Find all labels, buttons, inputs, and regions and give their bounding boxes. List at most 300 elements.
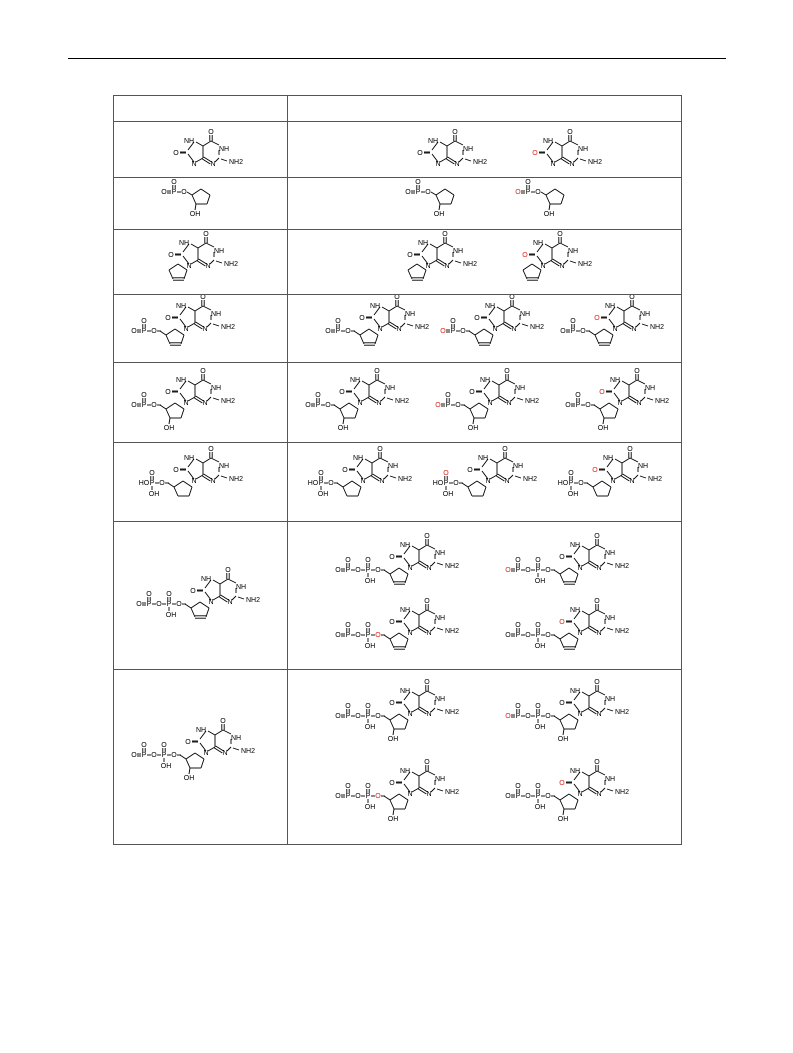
- amino-label: NH2: [220, 398, 236, 405]
- hydroxyl-label: OH: [534, 578, 546, 585]
- phosphorus-label: P: [570, 328, 576, 335]
- phosphoryl-oxygen: O: [415, 179, 421, 186]
- right-structure-cell: [288, 670, 682, 845]
- sugar-ring: [544, 189, 564, 218]
- terminal-oxygen: O: [435, 402, 441, 409]
- right-structure-cell: [288, 178, 682, 230]
- amino-label: NH2: [240, 748, 256, 755]
- pyrimidine-nh-label: NH: [512, 463, 524, 470]
- phosphoryl-oxygen: O: [345, 557, 351, 564]
- pyrimidine-nh-label: NH: [434, 696, 446, 703]
- terminal-oxygen: O: [505, 632, 511, 639]
- bridging-oxygen: O: [325, 402, 331, 409]
- hydroxyl-label: OH: [557, 816, 569, 823]
- sugar-ring: [360, 329, 378, 345]
- phosphorus-label: P: [149, 480, 155, 487]
- n9-label: N: [550, 161, 556, 168]
- imidazole-nh-label: NH: [200, 576, 212, 583]
- sugar-ring: [184, 753, 204, 782]
- hydroxyl-label: OH: [567, 491, 579, 498]
- ring-n-label: N: [596, 565, 602, 572]
- bridging-oxygen: O: [355, 713, 361, 720]
- phosphoryl-oxygen: O: [450, 318, 456, 325]
- phosphoryl-oxygen: O: [515, 703, 521, 710]
- carbonyl-oxygen: O: [225, 567, 231, 574]
- hydroxyl-label: OH: [442, 491, 454, 498]
- ring-n-label: N: [222, 750, 228, 757]
- carbonyl-oxygen: O: [424, 533, 430, 540]
- left-structure-cell: [114, 443, 288, 522]
- table-header-row: [114, 96, 682, 122]
- ring-n-label: N: [596, 791, 602, 798]
- carbonyl-oxygen: O: [504, 368, 510, 375]
- amino-label: NH2: [414, 324, 430, 331]
- sugar-ring: [560, 633, 578, 649]
- hydroxyl-label: OH: [534, 804, 546, 811]
- imidazole-nh-label: NH: [352, 455, 364, 462]
- imidazole-nh-label: NH: [427, 138, 439, 145]
- imidazole-nh-label: NH: [417, 240, 429, 247]
- phosphate-chain: [139, 470, 169, 498]
- imidazole-nh-label: NH: [399, 542, 411, 549]
- imidazole-nh-label: NH: [175, 303, 187, 310]
- carbonyl-oxygen: O: [509, 295, 515, 301]
- phosphoryl-oxygen: O: [166, 591, 172, 598]
- left-structure-cell: [114, 522, 288, 670]
- amino-label: NH2: [228, 476, 244, 483]
- phosphate-chain: [558, 470, 588, 498]
- pyrimidine-nh-label: NH: [637, 463, 649, 470]
- hydroxyl-label: OH: [364, 578, 376, 585]
- phosphorus-label: P: [415, 189, 421, 196]
- sugar-ring: [190, 189, 210, 218]
- ring-n-label: N: [596, 630, 602, 637]
- phosphoryl-oxygen: O: [515, 622, 521, 629]
- carbonyl-oxygen: O: [594, 598, 600, 605]
- phosphorus-label: P: [141, 328, 147, 335]
- amino-label: NH2: [223, 261, 239, 268]
- phosphorus-label: P: [575, 402, 581, 409]
- phosphate-chain: [308, 470, 338, 498]
- n9-label: N: [377, 326, 383, 333]
- amino-label: NH2: [522, 476, 538, 483]
- phosphoryl-oxygen: O: [575, 392, 581, 399]
- ring-n-label: N: [426, 711, 432, 718]
- n9-label: N: [492, 326, 498, 333]
- bridging-oxygen: O: [328, 480, 334, 487]
- ring-n-label: N: [376, 400, 382, 407]
- phosphorus-label: P: [141, 402, 147, 409]
- oxoguanine-base: [190, 567, 260, 606]
- amino-label: NH2: [529, 324, 545, 331]
- bridging-oxygen: O: [545, 793, 551, 800]
- bridging-oxygen: O: [159, 480, 165, 487]
- phosphorus-label: P: [365, 713, 371, 720]
- n9-label: N: [435, 161, 441, 168]
- n9-label: N: [577, 630, 583, 637]
- structure-drawing: [288, 122, 682, 177]
- bridging-oxygen: O: [151, 402, 157, 409]
- phosphate-chain: [505, 557, 555, 585]
- bridging-oxygen: O: [545, 567, 551, 574]
- phosphoryl-oxygen: O: [345, 783, 351, 790]
- bridging-oxygen: O: [355, 793, 361, 800]
- phosphoryl-oxygen: O: [525, 179, 531, 186]
- n9-label: N: [183, 400, 189, 407]
- oxo-oxygen: O: [469, 389, 475, 396]
- carbonyl-oxygen: O: [208, 446, 214, 453]
- phosphoryl-oxygen: O: [365, 622, 371, 629]
- carbonyl-oxygen: O: [203, 231, 209, 238]
- sugar-ring: [388, 714, 408, 743]
- phosphorus-label: P: [515, 793, 521, 800]
- hydroxyl-label: OH: [317, 491, 329, 498]
- bridging-oxygen: O: [525, 793, 531, 800]
- oxo-oxygen: O: [173, 150, 179, 157]
- pyrimidine-nh-label: NH: [519, 311, 531, 318]
- imidazole-nh-label: NH: [532, 240, 544, 247]
- hydroxyl-label: OH: [387, 816, 399, 823]
- bridging-oxygen: O: [425, 189, 431, 196]
- amino-label: NH2: [614, 789, 630, 796]
- oxo-oxygen: O: [165, 315, 171, 322]
- bridging-oxygen: O: [375, 713, 381, 720]
- amino-label: NH2: [394, 398, 410, 405]
- hydroxyl-label: OH: [160, 763, 172, 770]
- carbonyl-oxygen: O: [629, 295, 635, 301]
- amino-label: NH2: [444, 709, 460, 716]
- table-row: [114, 122, 682, 178]
- oxoguanine-base: [389, 679, 459, 718]
- terminal-oxygen: O: [560, 328, 566, 335]
- phosphoryl-oxygen: O: [335, 318, 341, 325]
- phosphoryl-oxygen: O: [318, 470, 324, 477]
- oxo-oxygen: O: [389, 554, 395, 561]
- oxoguanine-base: [173, 129, 243, 168]
- amino-label: NH2: [524, 398, 540, 405]
- imidazole-nh-label: NH: [569, 542, 581, 549]
- hydroxyl-label: HO: [138, 480, 150, 487]
- ring-n-label: N: [631, 326, 637, 333]
- left-structure-cell: [114, 178, 288, 230]
- oxoguanine-base: [559, 679, 629, 718]
- oxo-oxygen: O: [559, 554, 565, 561]
- hydroxyl-label: OH: [189, 211, 201, 218]
- phosphate-chain: [435, 392, 465, 409]
- phosphoryl-oxygen: O: [141, 742, 147, 749]
- oxoguanine-base: [532, 129, 602, 168]
- phosphoryl-oxygen: O: [535, 622, 541, 629]
- carbonyl-oxygen: O: [594, 533, 600, 540]
- phosphoryl-oxygen: O: [345, 622, 351, 629]
- pyrimidine-nh-label: NH: [230, 735, 242, 742]
- imidazole-nh-label: NH: [604, 303, 616, 310]
- oxo-oxygen: O: [389, 619, 395, 626]
- header-cell-right: [288, 96, 682, 122]
- pyrimidine-nh-label: NH: [384, 385, 396, 392]
- amino-label: NH2: [228, 159, 244, 166]
- oxoguanine-base: [559, 598, 629, 637]
- structure-drawing: [288, 295, 682, 362]
- phosphate-chain: [131, 742, 181, 770]
- right-structure-cell: [288, 443, 682, 522]
- phosphoryl-oxygen: O: [149, 470, 155, 477]
- n9-label: N: [407, 630, 413, 637]
- oxo-oxygen: O: [559, 619, 565, 626]
- pyrimidine-nh-label: NH: [434, 550, 446, 557]
- oxoguanine-base: [359, 295, 429, 333]
- oxo-oxygen: O: [559, 780, 565, 787]
- imidazole-nh-label: NH: [399, 768, 411, 775]
- terminal-oxygen: O: [131, 402, 137, 409]
- oxoguanine-base: [389, 533, 459, 572]
- n9-label: N: [407, 791, 413, 798]
- pyrimidine-nh-label: NH: [387, 463, 399, 470]
- phosphate-chain: [560, 318, 590, 335]
- phosphoryl-oxygen: O: [515, 557, 521, 564]
- phosphorus-label: P: [535, 567, 541, 574]
- phosphorus-label: P: [146, 601, 152, 608]
- phosphorus-label: P: [365, 632, 371, 639]
- phosphate-chain: [505, 622, 555, 650]
- imidazole-nh-label: NH: [178, 240, 190, 247]
- oxoguanine-base: [474, 295, 544, 333]
- phosphoryl-oxygen: O: [141, 392, 147, 399]
- phosphorus-label: P: [443, 480, 449, 487]
- bridging-oxygen: O: [585, 402, 591, 409]
- n9-label: N: [610, 478, 616, 485]
- carbonyl-oxygen: O: [567, 129, 573, 136]
- pyrimidine-nh-label: NH: [434, 615, 446, 622]
- phosphate-chain: [505, 783, 555, 811]
- table-row: [114, 443, 682, 522]
- phosphorus-label: P: [568, 480, 574, 487]
- oxoguanine-base: [599, 368, 669, 407]
- phosphoryl-oxygen: O: [315, 392, 321, 399]
- carbonyl-oxygen: O: [424, 679, 430, 686]
- bridging-oxygen: O: [460, 328, 466, 335]
- ring-n-label: N: [596, 711, 602, 718]
- imidazole-nh-label: NH: [195, 727, 207, 734]
- phosphorus-label: P: [450, 328, 456, 335]
- sugar-ring: [166, 329, 184, 345]
- sugar-ring: [560, 568, 578, 584]
- structure-drawing: [288, 230, 682, 294]
- hydroxyl-label: OH: [364, 724, 376, 731]
- phosphorus-label: P: [315, 402, 321, 409]
- phosphorus-label: P: [365, 793, 371, 800]
- n9-label: N: [407, 711, 413, 718]
- pyrimidine-nh-label: NH: [644, 385, 656, 392]
- right-structure-cell: [288, 295, 682, 363]
- terminal-oxygen: O: [161, 189, 167, 196]
- imidazole-nh-label: NH: [569, 768, 581, 775]
- pyrimidine-nh-label: NH: [218, 146, 230, 153]
- structure-drawing: [288, 443, 682, 521]
- bridging-oxygen: O: [375, 567, 381, 574]
- right-structure-cell: [288, 230, 682, 295]
- carbonyl-oxygen: O: [424, 598, 430, 605]
- phosphate-chain: [335, 703, 385, 731]
- imidazole-nh-label: NH: [484, 303, 496, 310]
- hydroxyl-label: OH: [165, 612, 177, 619]
- carbonyl-oxygen: O: [374, 368, 380, 375]
- oxo-oxygen: O: [594, 315, 600, 322]
- ring-n-label: N: [569, 161, 575, 168]
- phosphorus-label: P: [161, 752, 167, 759]
- amino-label: NH2: [654, 398, 670, 405]
- phosphate-chain: [131, 392, 161, 409]
- hydroxyl-label: OH: [557, 736, 569, 743]
- hydroxyl-label: OH: [163, 425, 175, 432]
- ring-n-label: N: [227, 599, 233, 606]
- pyrimidine-nh-label: NH: [434, 776, 446, 783]
- bridging-oxygen: O: [176, 601, 182, 608]
- imidazole-nh-label: NH: [399, 688, 411, 695]
- pyrimidine-nh-label: NH: [213, 248, 225, 255]
- phosphoryl-oxygen: O: [443, 470, 449, 477]
- bridging-oxygen: O: [171, 752, 177, 759]
- ring-n-label: N: [636, 400, 642, 407]
- bridging-oxygen: O: [525, 567, 531, 574]
- sugar-ring: [468, 481, 486, 496]
- sugar-ring: [408, 264, 426, 280]
- carbonyl-oxygen: O: [200, 295, 206, 301]
- hydroxyl-label: OH: [543, 211, 555, 218]
- left-structure-cell: [114, 670, 288, 845]
- oxoguanine-base: [417, 129, 487, 168]
- terminal-oxygen: O: [505, 567, 511, 574]
- oxo-oxygen: O: [168, 252, 174, 259]
- structure-drawing: [114, 178, 288, 229]
- bridging-oxygen: O: [375, 632, 381, 639]
- n9-label: N: [612, 326, 618, 333]
- amino-label: NH2: [462, 261, 478, 268]
- ring-n-label: N: [426, 630, 432, 637]
- sugar-ring: [593, 481, 611, 496]
- ring-n-label: N: [504, 478, 510, 485]
- phosphorus-label: P: [318, 480, 324, 487]
- n9-label: N: [357, 400, 363, 407]
- phosphoryl-oxygen: O: [535, 783, 541, 790]
- sugar-ring: [390, 633, 408, 649]
- sugar-ring: [164, 403, 184, 432]
- oxoguanine-base: [165, 368, 235, 407]
- pyrimidine-nh-label: NH: [604, 550, 616, 557]
- amino-label: NH2: [245, 597, 261, 604]
- sugar-ring: [191, 602, 209, 618]
- oxo-oxygen: O: [342, 467, 348, 474]
- oxo-oxygen: O: [592, 467, 598, 474]
- left-structure-cell: [114, 295, 288, 363]
- n9-label: N: [577, 565, 583, 572]
- sugar-ring: [169, 264, 187, 280]
- phosphate-chain: [335, 622, 385, 650]
- terminal-oxygen: O: [440, 328, 446, 335]
- pyrimidine-nh-label: NH: [218, 463, 230, 470]
- oxoguanine-base: [559, 759, 629, 798]
- carbonyl-oxygen: O: [394, 295, 400, 301]
- bridging-oxygen: O: [525, 713, 531, 720]
- phosphorus-label: P: [345, 793, 351, 800]
- ring-n-label: N: [426, 791, 432, 798]
- pyrimidine-nh-label: NH: [604, 776, 616, 783]
- bridging-oxygen: O: [151, 328, 157, 335]
- phosphoryl-oxygen: O: [570, 318, 576, 325]
- phosphoryl-oxygen: O: [345, 703, 351, 710]
- table-row: [114, 670, 682, 845]
- terminal-oxygen: O: [305, 402, 311, 409]
- terminal-oxygen: O: [335, 793, 341, 800]
- hydroxyl-label: HO: [557, 480, 569, 487]
- phosphorus-label: P: [335, 328, 341, 335]
- carbonyl-oxygen: O: [208, 129, 214, 136]
- terminal-oxygen: O: [136, 601, 142, 608]
- hydroxyl-label: OH: [534, 724, 546, 731]
- hydroxyl-label: OH: [148, 491, 160, 498]
- pyrimidine-nh-label: NH: [235, 584, 247, 591]
- ring-n-label: N: [379, 478, 385, 485]
- n9-label: N: [407, 565, 413, 572]
- right-structure-cell: [288, 122, 682, 178]
- sugar-ring: [338, 403, 358, 432]
- phosphate-chain: [131, 318, 161, 335]
- amino-label: NH2: [444, 563, 460, 570]
- imidazole-nh-label: NH: [183, 138, 195, 145]
- amino-label: NH2: [587, 159, 603, 166]
- structure-drawing: [114, 363, 288, 442]
- structure-drawing: [288, 178, 682, 229]
- carbonyl-oxygen: O: [594, 759, 600, 766]
- bridging-oxygen: O: [355, 567, 361, 574]
- table-row: [114, 178, 682, 230]
- imidazole-nh-label: NH: [569, 688, 581, 695]
- oxoguanine-base: [389, 759, 459, 798]
- oxoguanine-base: [592, 446, 662, 485]
- phosphorus-label: P: [171, 189, 177, 196]
- hydroxyl-label: OH: [387, 736, 399, 743]
- n9-label: N: [208, 599, 214, 606]
- table-row: [114, 363, 682, 443]
- pyrimidine-nh-label: NH: [567, 248, 579, 255]
- sugar-ring: [388, 794, 408, 823]
- n9-label: N: [577, 711, 583, 718]
- hydroxyl-label: OH: [467, 425, 479, 432]
- terminal-oxygen: O: [335, 567, 341, 574]
- bridging-oxygen: O: [453, 480, 459, 487]
- bridging-oxygen: O: [375, 793, 381, 800]
- pyrimidine-nh-label: NH: [210, 385, 222, 392]
- table-row: [114, 295, 682, 363]
- left-structure-cell: [114, 122, 288, 178]
- phosphoryl-oxygen: O: [161, 742, 167, 749]
- pyrimidine-nh-label: NH: [604, 615, 616, 622]
- ring-n-label: N: [205, 263, 211, 270]
- oxoguanine-base: [185, 718, 255, 757]
- sugar-ring: [558, 794, 578, 823]
- phosphorus-label: P: [525, 189, 531, 196]
- sugar-ring: [598, 403, 618, 432]
- terminal-oxygen: O: [505, 713, 511, 720]
- amino-label: NH2: [649, 324, 665, 331]
- bridging-oxygen: O: [151, 752, 157, 759]
- oxoguanine-base: [173, 446, 243, 485]
- phosphate-chain: [440, 318, 470, 335]
- terminal-oxygen: O: [405, 189, 411, 196]
- sugar-ring: [390, 568, 408, 584]
- terminal-oxygen: O: [335, 632, 341, 639]
- ring-n-label: N: [396, 326, 402, 333]
